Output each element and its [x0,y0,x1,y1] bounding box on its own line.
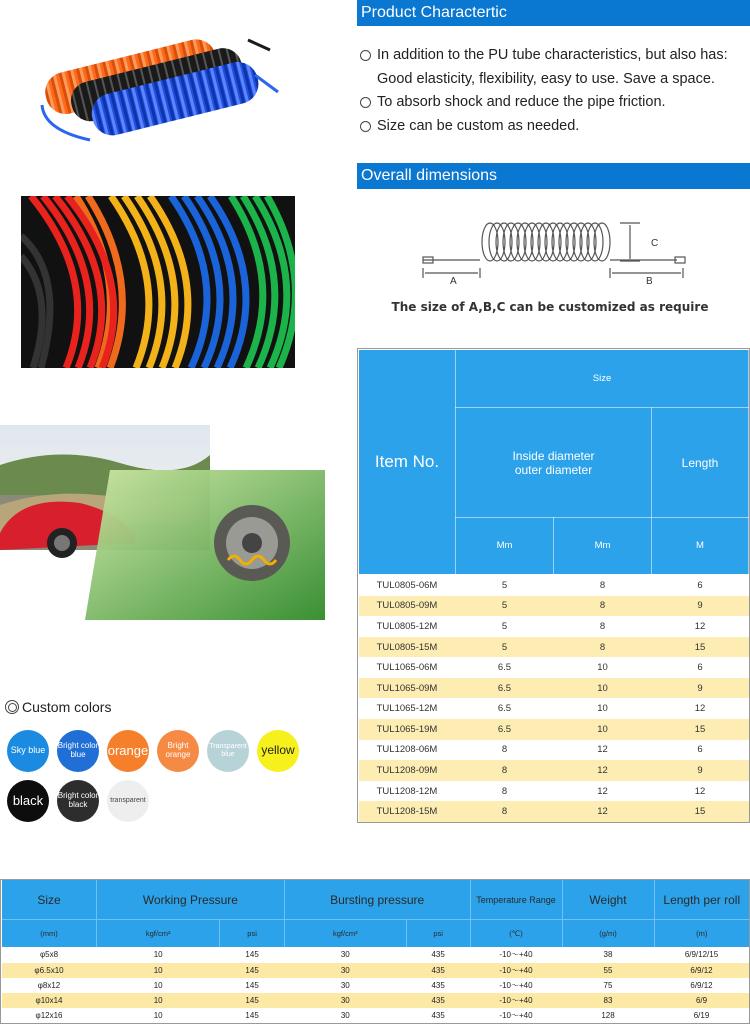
double-circle-icon [5,700,19,714]
table-cell: 5 [456,616,554,637]
table-cell: 6.5 [456,719,554,740]
color-swatch: Transparent blue [207,730,249,772]
table-row [2,963,750,978]
table-cell: 12 [553,781,651,802]
table-cell: 6/9 [654,993,749,1008]
table-cell: 6/9/12 [654,963,749,978]
color-swatch: black [7,780,49,822]
table-cell: 435 [406,947,470,962]
unit-mm: Mm [456,518,554,574]
table-cell: 12 [553,760,651,781]
table-cell: 10 [553,719,651,740]
table-cell: 8 [553,637,651,658]
table-cell: -10～+40 [470,978,562,993]
table-cell: 55 [562,963,654,978]
table-row [359,698,749,719]
color-swatch: Sky blue [7,730,49,772]
table-cell: TUL1208-15M [359,801,456,822]
table-cell: 12 [652,698,749,719]
table-cell: φ12x16 [2,1008,97,1023]
table-cell: 435 [406,993,470,1008]
table-cell: 15 [652,719,749,740]
table-cell: TUL0805-06M [359,574,456,596]
table-cell: 75 [562,978,654,993]
table-cell: TUL1065-06M [359,657,456,678]
table-cell: 10 [97,978,220,993]
table-cell: 15 [652,637,749,658]
bullet-continuation: Good elasticity, flexibility, easy to use. Save a space. [377,70,715,87]
overall-dimensions-title: Overall dimensions [361,167,498,184]
table-cell: 10 [97,1008,220,1023]
table-cell: 10 [97,947,220,962]
color-swatch: orange [107,730,149,772]
table-row [359,719,749,740]
table-row [359,574,749,596]
table-cell: 12 [652,616,749,637]
table-cell: TUL1208-09M [359,760,456,781]
table-cell: 145 [220,978,284,993]
table-cell: 6 [652,657,749,678]
table-cell: 6.5 [456,698,554,719]
table-cell: 30 [284,1008,406,1023]
table-cell: 12 [553,801,651,822]
bullet-circle-icon [360,97,371,108]
table-cell: 8 [553,596,651,617]
unit-m: M [652,518,749,574]
color-swatch: transparent [107,780,149,822]
working-pressure-header: Working Pressure [97,880,285,920]
table-cell: 6 [652,740,749,761]
temperature-range-header: Temperature Range [470,880,562,920]
size-header: Size [456,350,749,408]
table-cell: -10～+40 [470,947,562,962]
product-characteristic-list [360,44,745,138]
coiled-hoses-image [30,10,280,145]
table-cell: 8 [456,781,554,802]
table-cell: TUL0805-15M [359,637,456,658]
table-row [2,947,750,962]
table-row [359,637,749,658]
table-cell: TUL1208-06M [359,740,456,761]
table-cell: 8 [456,740,554,761]
bullet-item: Size can be custom as needed. [360,115,745,139]
table-cell: 8 [553,616,651,637]
unit-cell: (m) [654,920,749,948]
table-cell: TUL1065-19M [359,719,456,740]
unit-cell: kgf/cm² [284,920,406,948]
table-cell: φ5x8 [2,947,97,962]
table-cell: TUL1065-12M [359,698,456,719]
bullet-circle-icon [360,50,371,61]
pressure-table [0,879,750,1024]
table-cell: TUL1208-12M [359,781,456,802]
unit-cell: (g/m) [562,920,654,948]
table-cell: 435 [406,963,470,978]
table-cell: 9 [652,678,749,699]
table-cell: 5 [456,637,554,658]
table-row [359,616,749,637]
color-swatch: Bright color blue [57,730,99,772]
table-row [359,657,749,678]
table-cell: 128 [562,1008,654,1023]
table-row [359,760,749,781]
table-cell: TUL0805-09M [359,596,456,617]
table-cell: 8 [456,801,554,822]
table-cell: 5 [456,574,554,596]
table-cell: 9 [652,596,749,617]
table-cell: 30 [284,947,406,962]
unit-mm: Mm [553,518,651,574]
length-header: Length [652,408,749,518]
table-row [2,993,750,1008]
table-cell: -10～+40 [470,993,562,1008]
bullet-circle-icon [360,121,371,132]
table-cell: 6.5 [456,678,554,699]
table-cell: 6.5 [456,657,554,678]
table-cell: 10 [97,963,220,978]
table-cell: -10～+40 [470,1008,562,1023]
table-cell: 145 [220,963,284,978]
table-row [2,1008,750,1023]
table-cell: 15 [652,801,749,822]
table-row [2,978,750,993]
spec-table [357,348,750,823]
table-cell: TUL0805-12M [359,616,456,637]
unit-cell: psi [220,920,284,948]
table-cell: 5 [456,596,554,617]
table-row [359,678,749,699]
unit-cell: psi [406,920,470,948]
table-cell: 145 [220,1008,284,1023]
table-cell: φ6.5x10 [2,963,97,978]
table-cell: 12 [652,781,749,802]
unit-cell: (mm) [2,920,97,948]
table-cell: 435 [406,1008,470,1023]
color-swatch: Bright orange [157,730,199,772]
table-cell: 83 [562,993,654,1008]
custom-colors-title: Custom colors [5,699,111,715]
table-cell: 10 [553,657,651,678]
table-cell: 145 [220,993,284,1008]
color-swatch: Bright color black [57,780,99,822]
table-row [359,740,749,761]
table-cell: 30 [284,963,406,978]
table-cell: -10～+40 [470,963,562,978]
table-cell: 6/9/12 [654,978,749,993]
multicolor-hoses-image [21,196,295,368]
table-cell: 10 [97,993,220,1008]
table-row [359,801,749,822]
dimension-label-a: A [450,276,457,287]
table-cell: 9 [652,760,749,781]
table-cell: 8 [553,574,651,596]
table-cell: 30 [284,993,406,1008]
color-swatch: yellow [257,730,299,772]
table-row [359,781,749,802]
table-cell: φ10x14 [2,993,97,1008]
application-scene-image [0,425,325,620]
table-cell: 6/9/12/15 [654,947,749,962]
overall-dimensions-header [357,163,750,189]
bullet-item: To absorb shock and reduce the pipe friction. [360,91,745,115]
table-cell: 8 [456,760,554,781]
dimension-label-c: C [651,238,659,249]
unit-cell: kgf/cm² [97,920,220,948]
dimension-label-b: B [646,276,653,287]
size-col-header: Size [2,880,97,920]
product-characteristic-header [357,0,750,26]
dimension-caption: The size of A,B,C can be customized as require [391,300,709,314]
table-cell: 12 [553,740,651,761]
bullet-item: In addition to the PU tube characteristics, but also has: [360,44,745,68]
table-cell: 30 [284,978,406,993]
table-cell: TUL1065-09M [359,678,456,699]
table-cell: 10 [553,698,651,719]
bursting-pressure-header: Bursting pressure [284,880,470,920]
table-cell: 6 [652,574,749,596]
dimension-diagram [415,212,695,292]
table-cell: 145 [220,947,284,962]
unit-cell: (℃) [470,920,562,948]
table-cell: 38 [562,947,654,962]
table-cell: 10 [553,678,651,699]
item-no-header: Item No. [359,350,456,575]
table-cell: 6/19 [654,1008,749,1023]
inside-outer-header: Inside diameter outer diameter [456,408,652,518]
table-cell: φ8x12 [2,978,97,993]
length-per-roll-header: Length per roll [654,880,749,920]
table-cell: 435 [406,978,470,993]
product-characteristic-title: Product Charactertic [361,4,507,21]
table-row [359,596,749,617]
weight-header: Weight [562,880,654,920]
